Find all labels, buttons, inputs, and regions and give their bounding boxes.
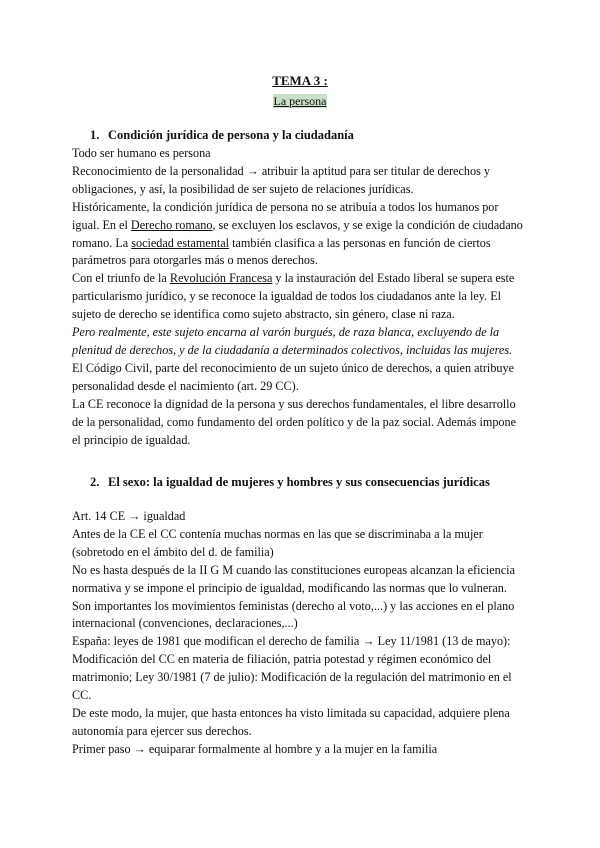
section-1-heading [90, 127, 354, 143]
section-1-paragraph [72, 270, 524, 324]
section-2-paragraph: Art. 14 CE → igualdad [72, 509, 186, 523]
document-title: TEMA 3 : [272, 73, 328, 88]
subtitle-text: La persona [273, 94, 327, 108]
paragraph-text: también clasifica a las personas en función de ciertos parámetros para otorgarles más o menos derechos. [72, 235, 491, 268]
section-2-paragraph: No es hasta después de la II G M cuando las constituciones europeas alcanzan la eficiencia normativa y se impone el principio de igualdad, modificando las normas que lo vulneran. [72, 562, 515, 595]
paragraph-text: Históricamente, la condición jurídica de persona no se atribuía a todos los humanos por igual. En el [72, 199, 499, 232]
section-2-paragraph: Son importantes los movimientos feministas (derecho al voto,...) y las acciones en el plano internacional (convenciones, declaraciones,...) [72, 598, 515, 631]
section-2-heading-text: El sexo: la igualdad de mujeres y hombres y sus consecuencias jurídicas [108, 475, 490, 489]
section-1-paragraph [72, 199, 524, 271]
paragraph-text: Con el triunfo de la [72, 271, 170, 286]
section-2-paragraph: De este modo, la mujer, que hasta entonces ha visto limitada su capacidad, adquiere plena autonomía para ejercer sus derechos. [72, 705, 510, 738]
section-2-paragraph: Primer paso → equiparar formalmente al hombre y a la mujer en la familia [72, 741, 438, 756]
section-2-body [72, 508, 524, 759]
term-sociedad-estamental: sociedad estamental [131, 235, 230, 250]
section-1-paragraph: La CE reconoce la dignidad de la persona y sus derechos fundamentales, el libre desarrollo de la personalidad, como fundamento del orden político y de la paz social. Además impone el principio de igualdad. [72, 396, 517, 447]
section-1-paragraph: Reconocimiento de la personalidad → atribuir la aptitud para ser titular de derechos y obligaciones, y así, la posibilidad de ser sujeto de relaciones jurídicas. [72, 163, 490, 196]
paragraph-text: y la instauración del Estado liberal se supera este particularismo jurídico, y se reconoce la igualdad de todos los ciudadanos ante la ley. El sujeto de derecho se identifica como sujeto abstracto, sin género, clase ni raza. [72, 271, 515, 322]
section-2-number: 2. [90, 475, 100, 489]
term-derecho-romano: Derecho romano [130, 217, 213, 232]
section-2-heading [90, 474, 490, 490]
section-1-paragraph: Todo ser humano es persona [72, 146, 211, 160]
section-1-paragraph: El Código Civil, parte del reconocimiento de un sujeto único de derechos, a quien atribuye personalidad desde el nacimiento (art. 29 CC). [72, 360, 515, 393]
section-1-italic-paragraph: Pero realmente, este sujeto encarna al varón burgués, de raza blanca, excluyendo de la plenitud de derechos, y de la ciudadanía a determinados colectivos, incluidas las mujeres. [72, 325, 513, 357]
section-2-paragraph: España: leyes de 1981 que modifican el derecho de familia → Ley 11/1981 (13 de mayo): Modificación del CC en materia de filiación, patria potestad y régimen económico del matrimonio; Ley 30/1981 (7 de julio): Modificación de la regulación del matrimonio en el CC. [72, 634, 512, 703]
section-1-body [72, 145, 524, 449]
paragraph-text: , se excluyen los esclavos, y se exige la condición de ciudadano romano. La [72, 217, 523, 250]
term-revolucion-francesa: Revolución Francesa [169, 271, 273, 286]
section-1-number: 1. [90, 128, 100, 142]
section-2-paragraph: Antes de la CE el CC contenía muchas normas en las que se discriminaba a la mujer (sobretodo en el ámbito del d. de familia) [72, 526, 483, 559]
document-subtitle [0, 93, 600, 109]
section-1-heading-text: Condición jurídica de persona y la ciudadanía [108, 128, 354, 142]
